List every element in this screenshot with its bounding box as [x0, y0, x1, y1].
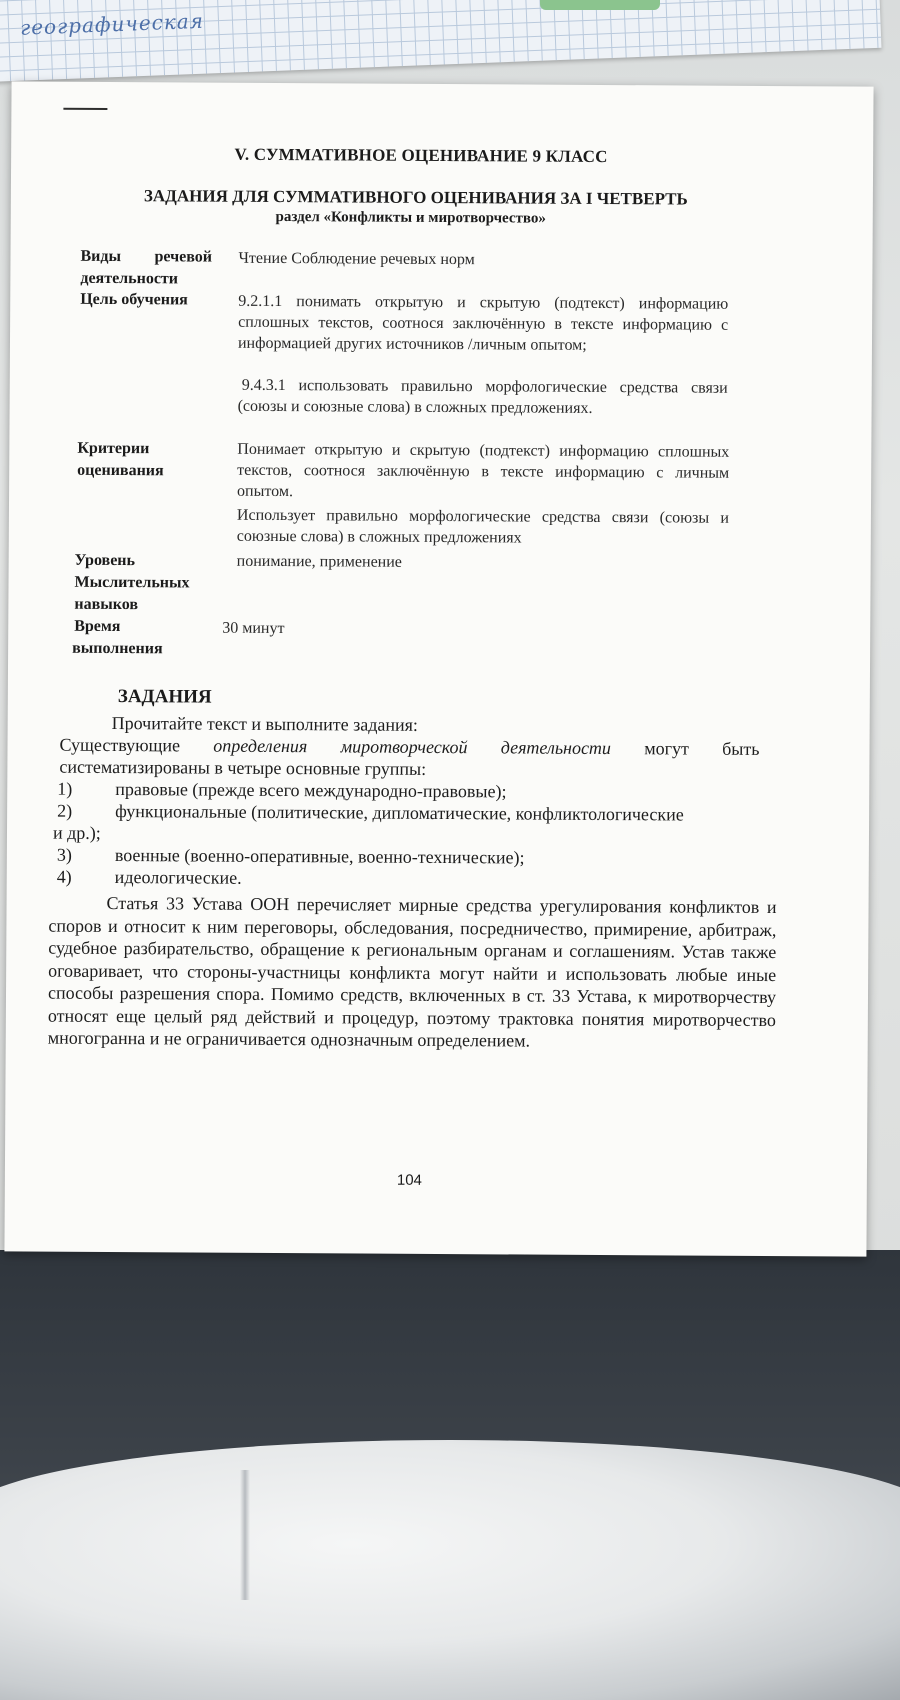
criteria-1: Понимает открытую и скрытую (подтекст) информацию сплошных текстов, соотнося заключённую в тексте информацию с личным опытом. — [237, 440, 730, 501]
level-value: понимание, применение — [236, 552, 402, 571]
instruction: Прочитайте текст и выполните задания: — [111, 713, 419, 735]
intro-word-4: деятельности — [500, 737, 612, 759]
list-item-3: военные (военно-оперативные, военно-технические); — [114, 845, 525, 868]
speech-activity-label-1: Виды — [80, 247, 122, 266]
intro-word-5: могут — [644, 738, 689, 759]
intro-word-1: Существующие — [59, 734, 181, 756]
time-label-2: выполнения — [72, 639, 163, 658]
tasks-title: ЗАДАНИЯ ДЛЯ СУММАТИВНОГО ОЦЕНИВАНИЯ ЗА I ЧЕТВЕРТЬ — [143, 186, 688, 209]
document-page — [4, 81, 873, 1256]
cloth-fold — [240, 1470, 250, 1600]
list-item-4: идеологические. — [114, 867, 242, 888]
section-title: V. СУММАТИВНОЕ ОЦЕНИВАНИЕ 9 КЛАСС — [234, 144, 608, 167]
list-item-2: функциональные (политические, дипломатические, конфликтологические — [115, 801, 684, 825]
goal-label: Цель обучения — [80, 290, 188, 309]
white-cloth — [0, 1440, 900, 1700]
speech-activity-label-2: речевой — [154, 248, 213, 266]
criteria-label-1: Критерии — [77, 439, 150, 458]
level-label-2: Мыслительных — [74, 573, 190, 592]
goal-1: 9.2.1.1 понимать открытую и скрытую (подтекст) информацию сплошных текстов, соотнося заключённую в тексте информацию с информацией других источников /личным опытом; — [237, 292, 729, 354]
intro-word-6: быть — [722, 738, 760, 759]
intro-word-3: миротворческой — [340, 736, 468, 758]
intro-line-2: систематизированы в четыре основные группы: — [59, 756, 427, 779]
corner-mark — [63, 108, 107, 110]
unit-title: раздел «Конфликты и миротворчество» — [275, 208, 546, 227]
tasks-heading: ЗАДАНИЯ — [117, 686, 212, 708]
criteria-2: Использует правильно морфологические средства связи (союзы и союзные слова) в сложных предложениях — [236, 506, 729, 547]
time-label-1: Время — [74, 617, 121, 636]
intro-word-2: определения — [213, 735, 308, 757]
time-value: 30 минут — [222, 619, 285, 638]
level-label-3: навыков — [74, 595, 139, 614]
speech-activity-label-3: деятельности — [80, 269, 179, 288]
criteria-label-2: оценивания — [77, 461, 164, 480]
list-num-2: 2) — [57, 800, 73, 821]
speech-activity-value: Чтение Соблюдение речевых норм — [238, 249, 475, 269]
level-label-1: Уровень — [74, 551, 136, 570]
goal-2: 9.4.3.1 использовать правильно морфологические средства связи (союзы и союзные слова) в сложных предложениях. — [237, 376, 728, 417]
list-num-1: 1) — [57, 778, 73, 799]
list-num-4: 4) — [56, 866, 72, 887]
list-item-2-cont: и др.); — [52, 822, 101, 843]
main-paragraph: Статья 33 Устава ООН перечисляет мирные средства урегулирования конфликтов и споров и относит к ним переговоры, обследования, посредничество, примирение, арбитраж, судебное разбирательство, обращение к региональным органам и соглашениям. Устав также оговаривает, что стороны-участницы конфликта могут найти и использовать любые иные способы разрешения спора. Помимо средств, включенных в ст. 33 Устава, к миротворчеству относят еще целый ряд действий и процедур, поэтому трактовка понятия миротворчество многогранна и не ограничивается однозначным определением. — [47, 892, 777, 1051]
list-num-3: 3) — [56, 844, 72, 865]
list-item-1: правовые (прежде всего международно-правовые); — [115, 779, 507, 802]
notebook-scribble: географическая — [19, 8, 205, 40]
page-number: 104 — [396, 1171, 422, 1189]
green-object — [540, 0, 660, 10]
